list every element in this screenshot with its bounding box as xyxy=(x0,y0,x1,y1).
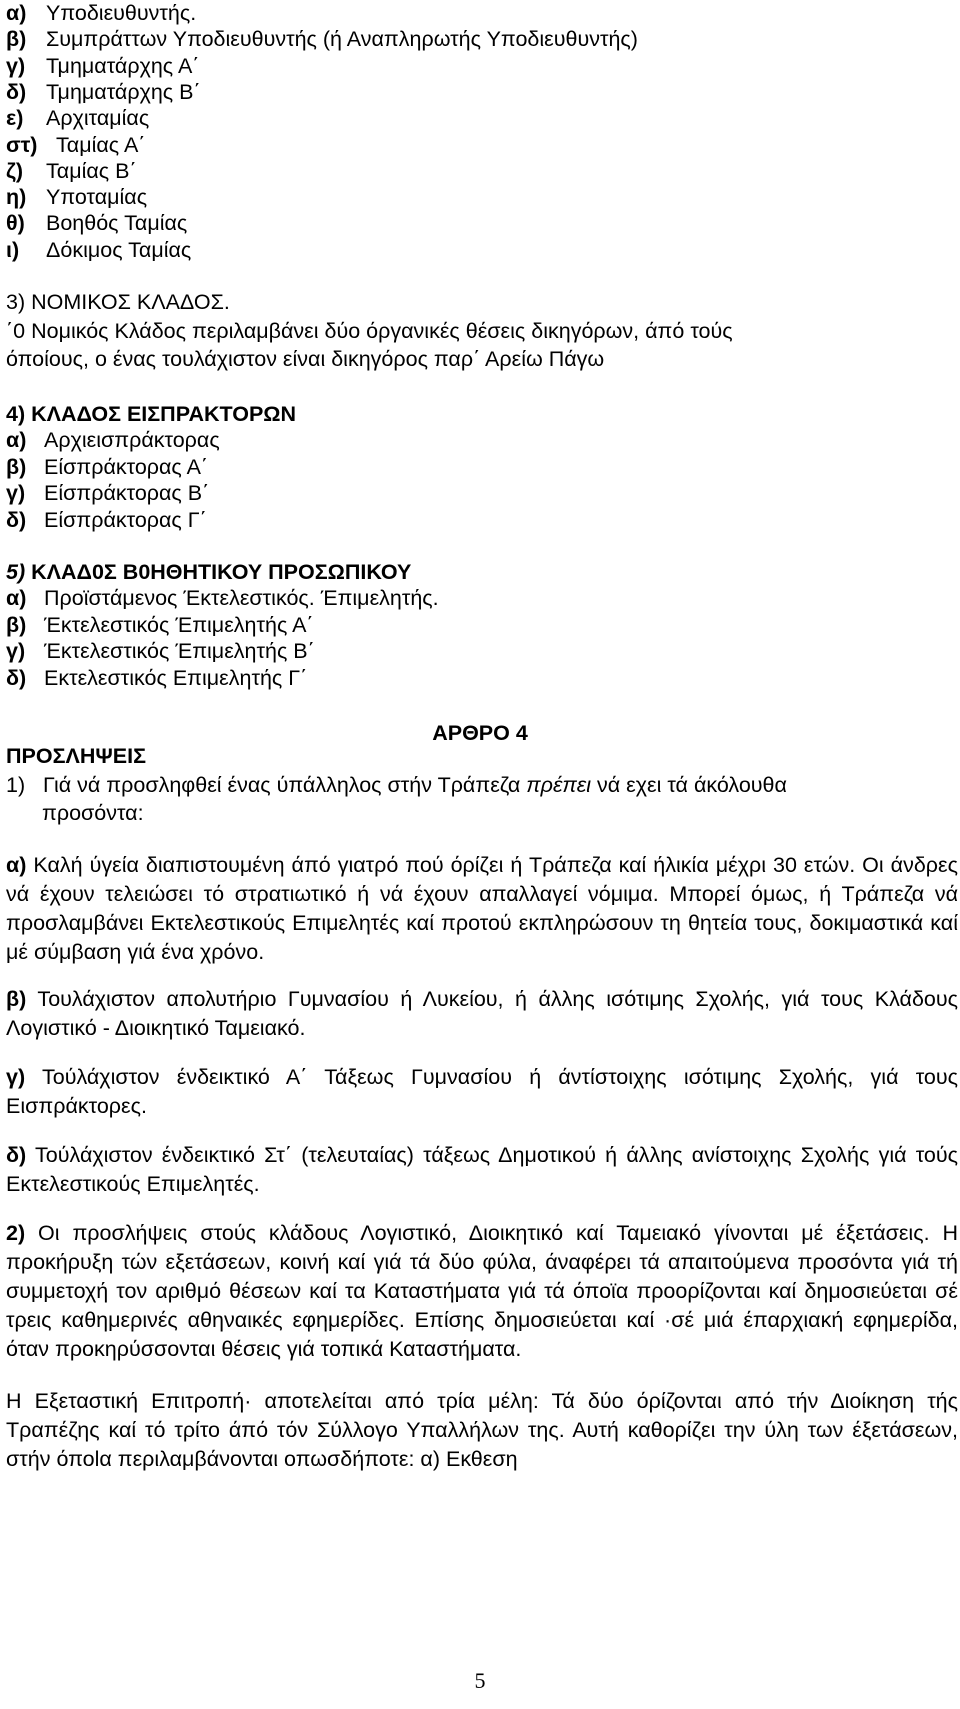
list-item xyxy=(6,79,201,105)
paragraph-c-text: Τούλάχιστον ένδεικτικό Α΄ Τάξεως Γυμνασίου ή άντίστοιχης ισότιμης Σχολής, γιά τους Εισπράκτορες. xyxy=(6,1065,958,1118)
list-item-label: θ) xyxy=(6,211,25,236)
list-item-text: Αρχιεισπράκτορας xyxy=(44,428,220,452)
paragraph-a-text: Καλή ύγεία διαπιστουμένη άπό γιατρό πού όρίζει ή Τράπεζα καί ήλικία μέχρι 30 ετών. Οι άνδρες νά έχουν τελειώσει τό στρατιωτικό ή νά έχουν απαλλαγεί νόμιμα. Μπορεί όμως, ή Τράπεζα νά προσλαμβάνει Εκτελεστικούς Επιμελητές καί προτού εκπληρώσουν τη θητεία τους, δοκιμαστικά καί μέ σύμβαση γιά ένα χρόνο. xyxy=(6,853,958,964)
paragraph-b xyxy=(6,985,958,1043)
list-item-text: Υποταμίας xyxy=(46,185,148,210)
list-item xyxy=(6,237,191,263)
paragraph-1-italic: πρέπει xyxy=(526,773,592,797)
list-item xyxy=(6,158,137,184)
section-3-text-line: όποίους, ο ένας τουλάχιστον είναι δικηγόρος παρ΄ Αρείω Πάγω xyxy=(6,347,605,371)
list-item xyxy=(6,184,147,210)
list-item xyxy=(6,507,207,533)
paragraph-a-label: α) xyxy=(6,853,27,877)
list-item-label: η) xyxy=(6,185,27,210)
list-item-label: γ) xyxy=(6,481,26,505)
list-item-text: Έκτελεστικός Έπιμελητής Β΄ xyxy=(44,639,315,663)
paragraph-1-line2: προσόντα: xyxy=(42,801,144,825)
list-item-label: β) xyxy=(6,612,27,637)
list-item-text: Υποδιευθυντής. xyxy=(46,1,197,25)
list-item xyxy=(6,638,315,664)
list-item-text: Ταμίας Α΄ xyxy=(56,132,146,157)
list-item-text: Εκτελεστικός Επιμελητής Γ΄ xyxy=(44,665,308,690)
paragraph-2-text: Οι προσλήψεις στούς κλάδους Λογιστικό, Διοικητικό καί Ταμειακό γίνονται μέ έξετάσεις. Η προκήρυξη τών εξετάσεων, κοινή καί γιά τά δύο φύλα, άναφέρει τά απαιτούμενα προσόντα γιά τή συμμετοχή τον αριθμό θέσεων καί τα Καταστήματα γιά τά όποϊα προορίζονται καί δημοσιεύεται σέ τρεις καθημερινές αθηναικές εφημερίδες. Επίσης δημοσιεύεται καί ·σέ μιά έπαρχιακή εφημερίδα, όταν προκηρύσσονται θέσεις γιά τοπικά Καταστήματα. xyxy=(6,1221,958,1361)
paragraph-1-line xyxy=(6,772,787,798)
list-item xyxy=(6,105,149,131)
list-item xyxy=(6,26,638,52)
list-item xyxy=(6,454,208,480)
list-item xyxy=(6,612,314,638)
section-3-text-line: ΄0 Νομικός Κλάδος περιλαμβάνει δύο όργανικές θέσεις δικηγόρων, άπό τούς xyxy=(6,319,733,343)
paragraph-c xyxy=(6,1063,958,1121)
paragraph-2 xyxy=(6,1219,958,1364)
paragraph-1-text: Γιά νά προσληφθεί ένας ύπάλληλος στήν Τράπεζα xyxy=(43,773,527,797)
list-item-text: Είσπράκτορας Γ΄ xyxy=(44,507,207,532)
section-3-heading: 3) ΝΟΜΙΚΟΣ ΚΛΑΔΟΣ. xyxy=(6,290,230,314)
list-item-label: ζ) xyxy=(6,158,24,183)
paragraph-d xyxy=(6,1141,958,1199)
list-item-text: Αρχιταμίας xyxy=(46,106,150,131)
paragraph-c-label: γ) xyxy=(6,1065,26,1089)
list-item-text: Είσπράκτορας Β΄ xyxy=(44,481,210,505)
list-item xyxy=(6,480,209,506)
list-item-label: α) xyxy=(6,586,27,610)
list-item-label: στ) xyxy=(6,132,38,157)
list-item-label: δ) xyxy=(6,665,27,690)
paragraph-b-text: Τουλάχιστον απολυτήριο Γυμνασίου ή Λυκείου, ή άλλης ισότιμης Σχολής, γιά τους Κλάδους Λογιστικό - Διοικητικό Ταμειακό. xyxy=(6,987,958,1040)
paragraph-d-label: δ) xyxy=(6,1143,27,1167)
list-item-text: Τμηματάρχης Α΄ xyxy=(46,53,200,78)
list-item-label: δ) xyxy=(6,79,27,104)
paragraph-1-text-end: νά εχει τά άκόλουθα xyxy=(591,773,787,797)
list-item xyxy=(6,665,307,691)
paragraph-2-continued: Η Εξεταστική Επιτροπή· αποτελείται από τρία μέλη: Τά δύο όρίζονται από τήν Διοίκηση τής Τραπέζης καί τό τρίτο άπό τόν Σύλλογο Υπαλλήλων της. Αυτή καθορίζει την ύλη των έξετάσεων, στήν όποlα περιλαμβάνονται οπωσδήποτε: α) Εκθεση xyxy=(6,1389,958,1471)
list-item-text: Είσπράκτορας Α΄ xyxy=(44,454,209,479)
list-item-text: Δόκιμος Ταμίας xyxy=(46,237,192,262)
paragraph-a xyxy=(6,851,958,967)
list-item xyxy=(6,210,187,236)
list-item xyxy=(6,427,220,453)
list-item-label: β) xyxy=(6,454,27,479)
list-item-label: γ) xyxy=(6,639,26,663)
section-5-title: ΚΛΑΔ0Σ Β0ΗΘΗΤΙΚΟΥ ΠΡΟΣΩΠΙΚΟΥ xyxy=(31,560,412,584)
list-item-label: γ) xyxy=(6,53,26,78)
list-item-text: Βοηθός Ταμίας xyxy=(46,211,188,236)
list-item-text: Τμηματάρχης Β΄ xyxy=(46,79,201,104)
list-item-text: Προϊστάμενος Έκτελεστικός. Έπιμελητής. xyxy=(44,586,439,610)
list-item xyxy=(6,0,196,26)
article-title: ΑΡΘΡΟ 4 xyxy=(432,721,528,745)
list-item-label: α) xyxy=(6,428,27,452)
section-5-number: 5) xyxy=(6,560,26,584)
list-item-label: δ) xyxy=(6,507,27,532)
paragraph-b-label: β) xyxy=(6,987,27,1011)
paragraph-d-text: Τούλάχιστον ένδεικτικό Στ΄ (τελευταίας) τάξεως Δημοτικού ή άλλης ανίστοιχης Σχολής γιά τούς Εκτελεστικούς Επιμελητές. xyxy=(6,1143,958,1196)
list-item xyxy=(6,53,199,79)
paragraph-2-label: 2) xyxy=(6,1221,26,1245)
list-item-label: β) xyxy=(6,27,27,52)
list-item-label: ι) xyxy=(6,237,20,262)
list-item-text: Ταμίας Β΄ xyxy=(46,158,137,183)
list-item xyxy=(6,585,439,611)
section-4-heading: 4) ΚΛΑΔΟΣ ΕΙΣΠΡΑΚΤΟΡΩΝ xyxy=(6,402,297,426)
article-subtitle: ΠΡΟΣΛΗΨΕΙΣ xyxy=(6,744,146,768)
list-item-label: α) xyxy=(6,1,27,25)
list-item-text: Συμπράττων Υποδιευθυντής (ή Αναπληρωτής Υποδιευθυντής) xyxy=(46,27,638,52)
section-5-heading xyxy=(6,559,411,585)
page-number: 5 xyxy=(474,1668,486,1693)
list-item-label: ε) xyxy=(6,106,24,131)
list-item-text: Έκτελεστικός Έπιμελητής Α΄ xyxy=(44,612,314,637)
list-item xyxy=(6,132,145,158)
paragraph-1-number: 1) xyxy=(6,773,26,797)
